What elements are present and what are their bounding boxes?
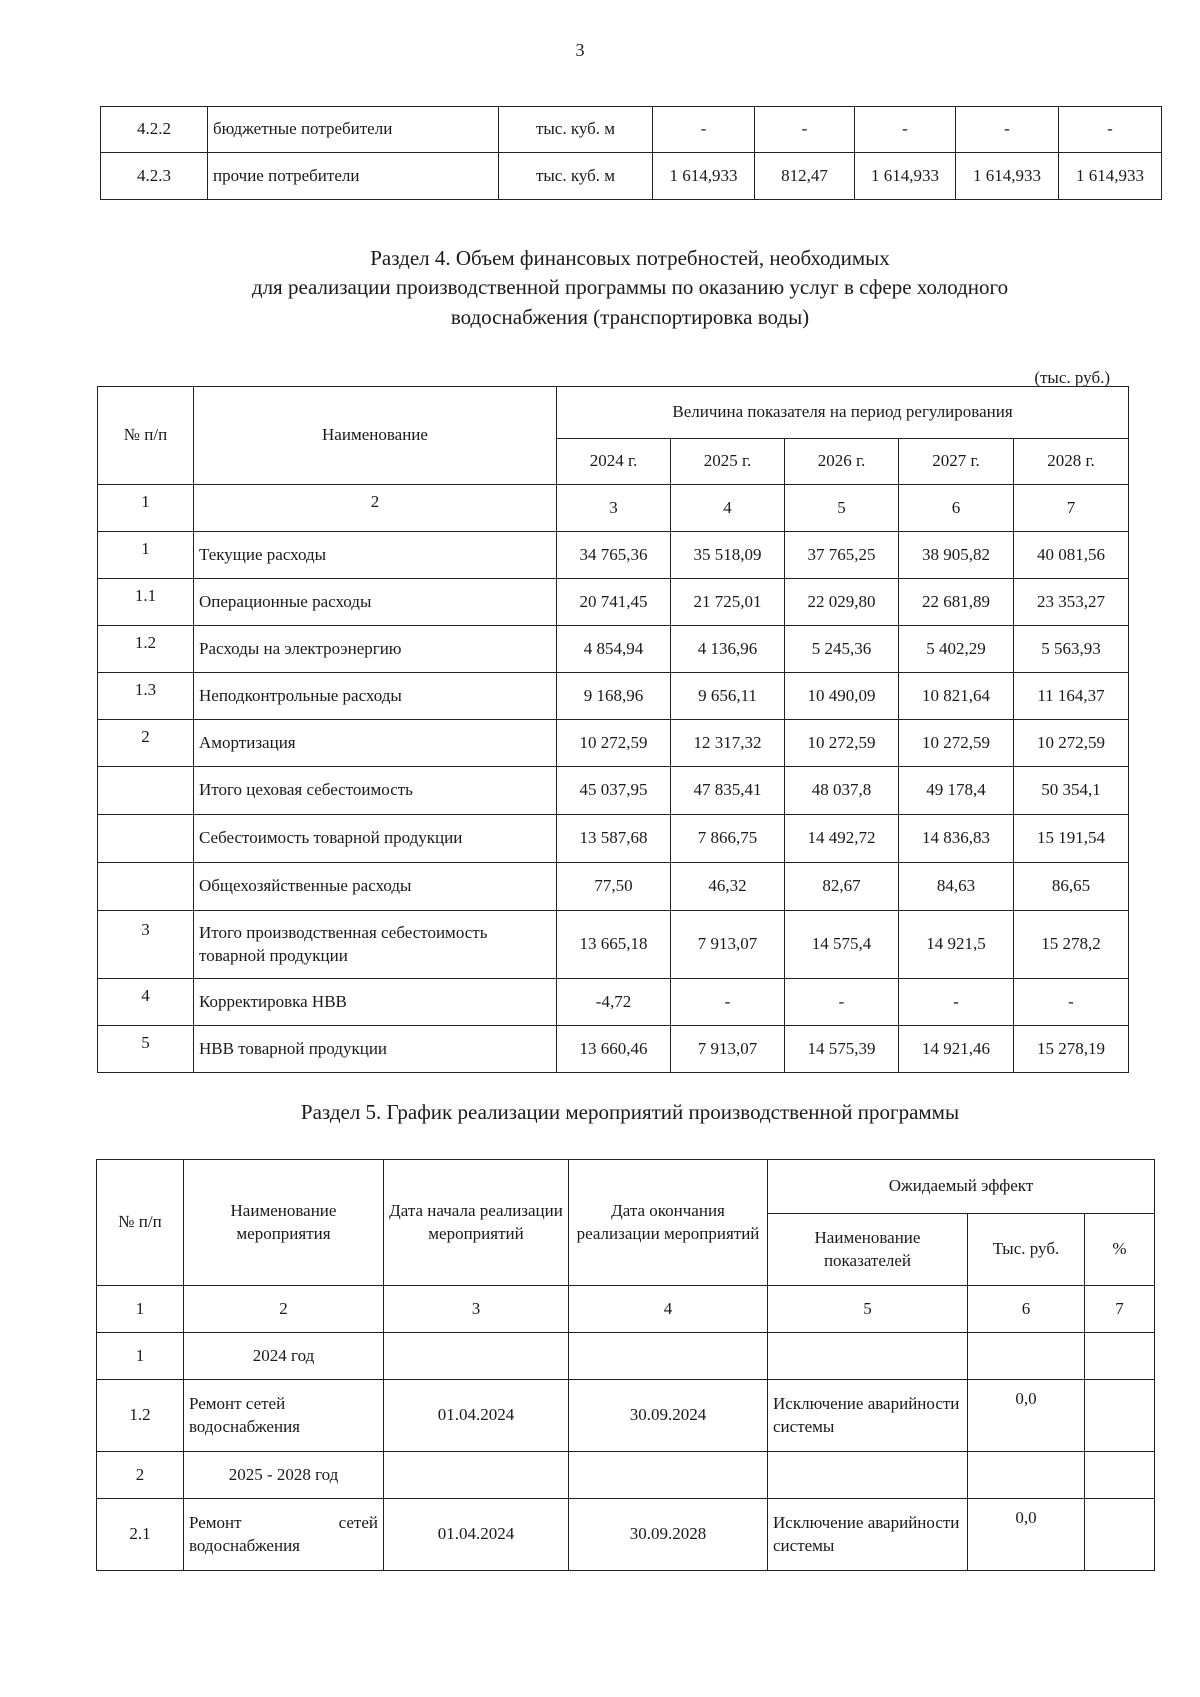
cell-value: 10 272,59 [785,720,899,767]
section4-title-line3: водоснабжения (транспортировка воды) [450,304,810,329]
col-number: 3 [557,485,671,532]
cell-value: 84,63 [899,863,1014,911]
cell-value: 10 821,64 [899,673,1014,720]
row-name: Ремонт сетей водоснабжения [184,1380,384,1452]
table-row [98,815,1129,863]
col-number: 1 [97,1286,184,1333]
row-start: 01.04.2024 [384,1499,569,1571]
row-indicator: Исключение аварийности системы [768,1499,968,1571]
cell-value: 7 913,07 [671,911,785,979]
row-pct [1085,1452,1155,1499]
row-start [384,1452,569,1499]
financial-needs-table [97,386,1129,1073]
unit-note: (тыс. руб.) [1034,368,1110,387]
table-row [98,673,1129,720]
cell-value: 38 905,82 [899,532,1014,579]
col-number: 7 [1014,485,1129,532]
header-row [97,1160,1155,1214]
cell-value: 15 278,2 [1014,911,1129,979]
row-name: Итого цеховая себестоимость [194,767,557,815]
col-number: 7 [1085,1286,1155,1333]
table-row [98,1026,1129,1073]
row-indicator [768,1452,968,1499]
row-number [98,767,194,815]
col-number: 2 [184,1286,384,1333]
cell-value: 12 317,32 [671,720,785,767]
row-start: 01.04.2024 [384,1380,569,1452]
col-number: 5 [785,485,899,532]
cell-value: 4 136,96 [671,626,785,673]
row-rub: 0,0 [968,1380,1085,1452]
cell-value: 37 765,25 [785,532,899,579]
table-row [98,532,1129,579]
cell-value: - [956,107,1059,153]
cell-value: 13 665,18 [557,911,671,979]
cell-value: 14 575,39 [785,1026,899,1073]
row-end: 30.09.2024 [569,1380,768,1452]
row-end [569,1452,768,1499]
col-number: 6 [968,1286,1085,1333]
row-number: 1 [98,532,194,579]
row-name: Операционные расходы [194,579,557,626]
table-row [98,911,1129,979]
cell-value: 22 681,89 [899,579,1014,626]
cell-value: 9 656,11 [671,673,785,720]
header-name: Наименование [194,387,557,485]
cell-value: 1 614,933 [653,153,755,200]
header-effect: Ожидаемый эффект [768,1160,1155,1214]
row-rub: 0,0 [968,1499,1085,1571]
cell-value: 5 245,36 [785,626,899,673]
cell-value: 13 660,46 [557,1026,671,1073]
col-number: 4 [671,485,785,532]
table-row [97,1380,1155,1452]
row-pct [1085,1380,1155,1452]
cell-value: 34 765,36 [557,532,671,579]
col-number: 3 [384,1286,569,1333]
cell-value: 82,67 [785,863,899,911]
col-number: 2 [194,485,557,532]
section5-title: Раздел 5. График реализации мероприятий производственной программы [300,1100,960,1124]
cell-value: 15 191,54 [1014,815,1129,863]
cell-value: 9 168,96 [557,673,671,720]
row-number [98,815,194,863]
table-row [98,626,1129,673]
header-year: 2026 г. [785,439,899,485]
cell-value: 23 353,27 [1014,579,1129,626]
cell-value: 46,32 [671,863,785,911]
row-number: 4.2.3 [101,153,208,200]
cell-value: 10 272,59 [1014,720,1129,767]
table-row [98,767,1129,815]
cell-value: 35 518,09 [671,532,785,579]
header-pct: % [1085,1214,1155,1286]
row-number [98,863,194,911]
cell-value: 1 614,933 [1059,153,1162,200]
cell-value: 20 741,45 [557,579,671,626]
cell-value: - [1059,107,1162,153]
row-rub [968,1333,1085,1380]
section4-title-line2: для реализации производственной программы по оказанию услуг в сфере холодного [251,275,1009,300]
row-name: Себестоимость товарной продукции [194,815,557,863]
table-row [98,720,1129,767]
row-end: 30.09.2028 [569,1499,768,1571]
cell-value: - [785,979,899,1026]
col-number: 4 [569,1286,768,1333]
row-name [184,1499,384,1571]
row-name: Амортизация [194,720,557,767]
consumption-table [100,106,1162,200]
row-rub [968,1452,1085,1499]
cell-value: 14 836,83 [899,815,1014,863]
table-row [101,153,1162,200]
cell-value: 7 913,07 [671,1026,785,1073]
header-year: 2027 г. [899,439,1014,485]
row-name: Текущие расходы [194,532,557,579]
table-row [101,107,1162,153]
row-name: Общехозяйственные расходы [194,863,557,911]
row-name: Расходы на электроэнергию [194,626,557,673]
row-name: 2025 - 2028 год [184,1452,384,1499]
row-pct [1085,1333,1155,1380]
row-end [569,1333,768,1380]
cell-value: 7 866,75 [671,815,785,863]
header-rub: Тыс. руб. [968,1214,1085,1286]
row-number: 1.2 [97,1380,184,1452]
section4-title [100,244,1160,332]
cell-value: 1 614,933 [956,153,1059,200]
row-name: Неподконтрольные расходы [194,673,557,720]
col-number: 6 [899,485,1014,532]
row-number: 4 [98,979,194,1026]
cell-value: 14 492,72 [785,815,899,863]
table-row [98,979,1129,1026]
row-name: бюджетные потребители [208,107,499,153]
row-name: Корректировка НВВ [194,979,557,1026]
row-name: НВВ товарной продукции [194,1026,557,1073]
cell-value: 47 835,41 [671,767,785,815]
cell-value: - [671,979,785,1026]
header-num: № п/п [98,387,194,485]
col-number: 1 [98,485,194,532]
cell-value: 45 037,95 [557,767,671,815]
header-name: Наименование мероприятия [184,1160,384,1286]
header-year: 2024 г. [557,439,671,485]
cell-value: 49 178,4 [899,767,1014,815]
row-name: 2024 год [184,1333,384,1380]
cell-value: 15 278,19 [1014,1026,1129,1073]
row-indicator: Исключение аварийности системы [768,1380,968,1452]
row-name: прочие потребители [208,153,499,200]
cell-value: 4 854,94 [557,626,671,673]
table-row [98,863,1129,911]
row-name: Итого производственная себестоимость товарной продукции [194,911,557,979]
table-row [98,579,1129,626]
cell-value: - [1014,979,1129,1026]
row-pct [1085,1499,1155,1571]
row-number: 2.1 [97,1499,184,1571]
header-indicator: Наименование показателей [768,1214,968,1286]
cell-value: - [899,979,1014,1026]
row-number: 1 [97,1333,184,1380]
row-indicator [768,1333,968,1380]
row-number: 4.2.2 [101,107,208,153]
cell-value: 10 490,09 [785,673,899,720]
row-number: 2 [98,720,194,767]
row-number: 1.3 [98,673,194,720]
cell-value: 48 037,8 [785,767,899,815]
column-number-row [98,485,1129,532]
cell-value: 22 029,80 [785,579,899,626]
header-year: 2025 г. [671,439,785,485]
header-year: 2028 г. [1014,439,1129,485]
section4-title-line1: Раздел 4. Объем финансовых потребностей, необходимых [370,246,890,270]
cell-value: 5 563,93 [1014,626,1129,673]
row-unit: тыс. куб. м [499,153,653,200]
row-number: 1.2 [98,626,194,673]
cell-value: 14 921,5 [899,911,1014,979]
cell-value: 14 921,46 [899,1026,1014,1073]
cell-value: 13 587,68 [557,815,671,863]
cell-value: 11 164,37 [1014,673,1129,720]
row-number: 2 [97,1452,184,1499]
cell-value: 77,50 [557,863,671,911]
header-num: № п/п [97,1160,184,1286]
page-number: 3 [575,40,585,60]
column-number-row [97,1286,1155,1333]
cell-value: - [653,107,755,153]
row-number: 5 [98,1026,194,1073]
header-end: Дата окончания реализации мероприятий [569,1160,768,1286]
row-start [384,1333,569,1380]
cell-value: 50 354,1 [1014,767,1129,815]
cell-value: 10 272,59 [899,720,1014,767]
cell-value: - [755,107,855,153]
cell-value: 1 614,933 [855,153,956,200]
col-number: 5 [768,1286,968,1333]
table-row [97,1452,1155,1499]
schedule-table [96,1159,1155,1571]
cell-value: 5 402,29 [899,626,1014,673]
header-group: Величина показателя на период регулирования [557,387,1129,439]
cell-value: -4,72 [557,979,671,1026]
table-row [97,1333,1155,1380]
cell-value: 10 272,59 [557,720,671,767]
row-name-text: Ремонт сетей водоснабжения [189,1513,378,1555]
row-number: 3 [98,911,194,979]
cell-value: - [855,107,956,153]
cell-value: 86,65 [1014,863,1129,911]
row-unit: тыс. куб. м [499,107,653,153]
header-row [98,387,1129,439]
cell-value: 14 575,4 [785,911,899,979]
table-row [97,1499,1155,1571]
cell-value: 812,47 [755,153,855,200]
cell-value: 40 081,56 [1014,532,1129,579]
row-number: 1.1 [98,579,194,626]
cell-value: 21 725,01 [671,579,785,626]
header-start: Дата начала реализации мероприятий [384,1160,569,1286]
